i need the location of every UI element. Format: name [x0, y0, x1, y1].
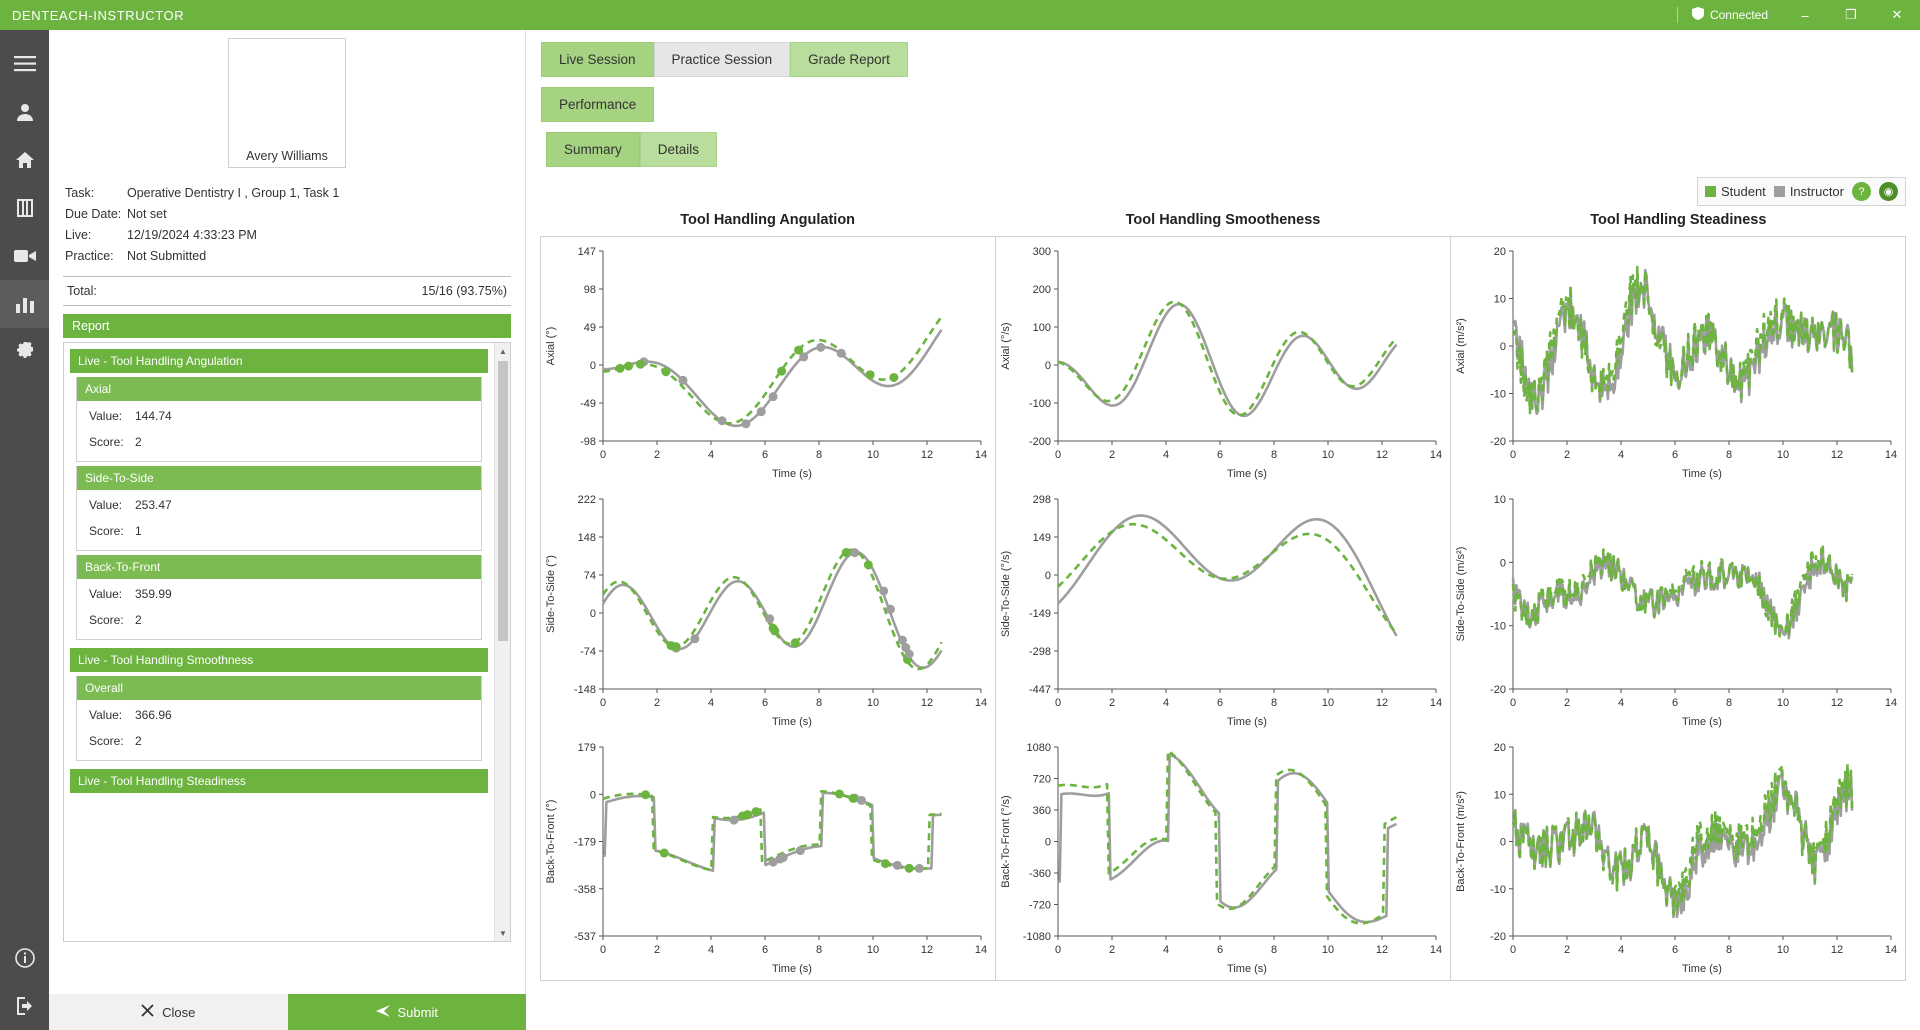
legend-student-label: Student: [1720, 184, 1766, 199]
svg-text:6: 6: [761, 944, 769, 956]
report-body: [63, 342, 511, 942]
svg-text:10: 10: [1776, 697, 1790, 709]
svg-text:2: 2: [1563, 944, 1571, 956]
svg-text:Time (s): Time (s): [1227, 468, 1267, 480]
svg-text:300: 300: [1032, 246, 1051, 258]
student-panel: [49, 30, 526, 1030]
svg-text:6: 6: [761, 449, 769, 461]
chart-plot: [996, 485, 1450, 733]
chart-plot: [541, 485, 995, 733]
legend-instructor-label: Instructor: [1789, 184, 1844, 199]
svg-text:-100: -100: [1028, 398, 1051, 410]
svg-text:-10: -10: [1490, 388, 1506, 401]
svg-text:Axial (°/s): Axial (°/s): [1000, 322, 1012, 370]
svg-text:4: 4: [1617, 697, 1625, 709]
svg-text:-200: -200: [1028, 436, 1051, 448]
report-section-title: Live - Tool Handling Smoothness: [70, 648, 488, 672]
maximize-button[interactable]: ❐: [1845, 7, 1857, 22]
scroll-down-icon[interactable]: ▼: [495, 925, 511, 941]
svg-text:8: 8: [815, 449, 823, 461]
svg-text:12: 12: [1830, 697, 1844, 709]
svg-text:4: 4: [1162, 944, 1170, 956]
main-content: [526, 30, 1920, 1030]
secondary-tabs: [526, 77, 1920, 122]
scrollbar-thumb[interactable]: [498, 361, 508, 641]
svg-text:-49: -49: [580, 398, 596, 410]
student-color-swatch: [1705, 186, 1716, 197]
chart-title-angulation: Tool Handling Angulation: [680, 212, 856, 228]
total-value: 15/16 (93.75%): [421, 284, 507, 298]
svg-text:14: 14: [974, 449, 988, 461]
svg-text:298: 298: [1032, 494, 1051, 506]
svg-text:0: 0: [1509, 449, 1517, 461]
due-date-value: Not set: [127, 206, 167, 221]
close-button-footer[interactable]: [49, 994, 288, 1030]
svg-text:4: 4: [1617, 449, 1625, 461]
chart-plot: [541, 237, 995, 485]
charts-area: [540, 208, 1906, 1008]
svg-text:0: 0: [1509, 944, 1517, 956]
tab-live-session[interactable]: Live Session: [541, 42, 654, 77]
svg-text:14: 14: [1884, 449, 1898, 461]
svg-text:-537: -537: [573, 931, 596, 943]
svg-text:0: 0: [1499, 836, 1506, 849]
svg-text:148: 148: [577, 532, 596, 544]
report-subsection: [76, 555, 482, 640]
value-row: [77, 702, 481, 728]
report-section-title: Live - Tool Handling Steadiness: [70, 769, 488, 793]
svg-text:14: 14: [974, 944, 988, 956]
svg-text:-74: -74: [580, 646, 596, 658]
svg-text:100: 100: [1032, 322, 1051, 334]
svg-text:8: 8: [1270, 449, 1278, 461]
chart-plot: [996, 733, 1450, 980]
svg-text:10: 10: [866, 449, 880, 461]
chart-cell: [541, 733, 995, 980]
task-label: Task:: [65, 185, 95, 200]
svg-text:12: 12: [1830, 449, 1844, 461]
due-date-label: Due Date:: [65, 206, 122, 221]
svg-text:12: 12: [920, 944, 934, 956]
shield-icon: [1692, 7, 1704, 23]
svg-text:10: 10: [1321, 449, 1335, 461]
report-section: [70, 648, 488, 761]
svg-text:98: 98: [583, 284, 596, 296]
svg-text:Back-To-Front (m/s²): Back-To-Front (m/s²): [1455, 791, 1467, 892]
svg-text:8: 8: [1725, 944, 1733, 956]
svg-text:2: 2: [1563, 449, 1571, 461]
svg-text:0: 0: [589, 360, 596, 372]
svg-text:Side-To-Side (m/s²): Side-To-Side (m/s²): [1455, 546, 1467, 642]
svg-text:0: 0: [599, 697, 607, 709]
svg-text:10: 10: [1776, 449, 1790, 461]
svg-text:-179: -179: [573, 836, 596, 849]
value-label: Value:: [89, 587, 123, 601]
svg-text:6: 6: [1671, 697, 1679, 709]
camera-icon[interactable]: ◉: [1879, 182, 1898, 201]
score-number: 1: [135, 524, 142, 538]
svg-text:74: 74: [583, 570, 596, 582]
svg-text:14: 14: [1884, 944, 1898, 956]
svg-text:Time (s): Time (s): [772, 716, 812, 728]
home-icon[interactable]: [0, 136, 49, 184]
svg-text:-1080: -1080: [1022, 931, 1051, 943]
tertiary-tabs: [526, 122, 1920, 167]
value-label: Value:: [89, 498, 123, 512]
value-number: 359.99: [135, 587, 172, 601]
score-number: 2: [135, 613, 142, 627]
report-subsection-body: [77, 700, 481, 760]
svg-text:6: 6: [1671, 449, 1679, 461]
svg-text:10: 10: [1321, 944, 1335, 956]
svg-text:Axial (°): Axial (°): [545, 326, 557, 366]
avatar: [228, 38, 346, 168]
svg-text:Time (s): Time (s): [1682, 468, 1722, 480]
score-row: [77, 728, 481, 754]
svg-text:0: 0: [589, 789, 596, 802]
svg-text:2: 2: [1108, 449, 1116, 461]
chart-title-steadiness: Tool Handling Steadiness: [1590, 212, 1767, 228]
close-icon: [141, 1004, 154, 1020]
menu-icon[interactable]: [0, 40, 49, 88]
svg-text:10: 10: [866, 697, 880, 709]
app-title: DENTEACH-INSTRUCTOR: [12, 7, 185, 23]
svg-text:2: 2: [653, 449, 661, 461]
scroll-up-icon[interactable]: ▲: [495, 343, 511, 359]
chart-plot: [541, 733, 995, 980]
chart-plot: [996, 237, 1450, 485]
svg-text:720: 720: [1032, 773, 1051, 786]
svg-text:2: 2: [653, 697, 661, 709]
svg-text:4: 4: [707, 449, 715, 461]
score-label: Score:: [89, 613, 124, 627]
report-subsection: [76, 466, 482, 551]
close-button[interactable]: ✕: [1891, 7, 1903, 22]
connection-status-label: Connected: [1709, 8, 1768, 22]
student-name: Avery Williams: [246, 149, 328, 163]
svg-text:200: 200: [1032, 284, 1051, 296]
svg-text:149: 149: [1032, 532, 1051, 544]
svg-text:12: 12: [920, 449, 934, 461]
svg-text:-20: -20: [1490, 684, 1506, 696]
score-number: 2: [135, 435, 142, 449]
tab-practice-session[interactable]: Practice Session: [654, 42, 791, 77]
svg-text:6: 6: [1671, 944, 1679, 956]
svg-text:8: 8: [1270, 697, 1278, 709]
report-subsection-body: [77, 490, 481, 550]
value-row: [77, 492, 481, 518]
svg-text:Time (s): Time (s): [772, 963, 812, 975]
value-label: Value:: [89, 708, 123, 722]
svg-text:4: 4: [707, 944, 715, 956]
chart-plot: [1451, 485, 1905, 733]
svg-text:4: 4: [1617, 944, 1625, 956]
chart-plot: [1451, 733, 1905, 980]
report-header: Report: [63, 314, 511, 338]
task-value: Operative Dentistry I , Group 1, Task 1: [127, 185, 340, 200]
report-section-title: Live - Tool Handling Angulation: [70, 349, 488, 373]
svg-text:2: 2: [1563, 697, 1571, 709]
title-bar: [0, 0, 1920, 30]
svg-text:Time (s): Time (s): [1682, 963, 1722, 975]
info-icon[interactable]: [0, 934, 49, 982]
practice-value: Not Submitted: [127, 248, 207, 263]
chart-column-angulation: [541, 237, 996, 980]
svg-text:0: 0: [1054, 697, 1062, 709]
help-icon[interactable]: ?: [1852, 182, 1871, 201]
svg-text:0: 0: [599, 944, 607, 956]
svg-text:10: 10: [1776, 944, 1790, 956]
score-label: Score:: [89, 524, 124, 538]
chart-cell: [1451, 733, 1905, 980]
chart-cell: [1451, 237, 1905, 485]
svg-text:-447: -447: [1028, 684, 1051, 696]
svg-text:-20: -20: [1490, 436, 1506, 448]
tab-performance[interactable]: Performance: [541, 87, 654, 122]
svg-text:147: 147: [577, 246, 596, 258]
value-number: 253.47: [135, 498, 172, 512]
svg-text:0: 0: [1499, 341, 1506, 353]
svg-text:0: 0: [1054, 449, 1062, 461]
svg-text:360: 360: [1032, 805, 1051, 817]
tab-grade-report[interactable]: Grade Report: [790, 42, 908, 77]
svg-text:14: 14: [1429, 449, 1443, 461]
svg-text:222: 222: [577, 494, 596, 506]
svg-text:10: 10: [1493, 293, 1506, 306]
svg-text:6: 6: [1216, 944, 1224, 956]
value-number: 144.74: [135, 409, 172, 423]
report-section: [70, 769, 488, 793]
chart-cell: [996, 237, 1450, 485]
close-button-label: Close: [162, 1004, 196, 1020]
connection-status: [1677, 7, 1782, 23]
report-subsection-body: [77, 579, 481, 639]
info-row-due-date: [65, 203, 509, 224]
score-row: [77, 607, 481, 633]
student-info: [49, 182, 525, 266]
svg-text:8: 8: [815, 697, 823, 709]
svg-text:Axial (m/s²): Axial (m/s²): [1455, 318, 1467, 374]
svg-text:-358: -358: [573, 883, 596, 896]
total-label: Total:: [67, 284, 97, 298]
chart-cell: [541, 485, 995, 733]
svg-text:Time (s): Time (s): [1227, 716, 1267, 728]
svg-text:6: 6: [761, 697, 769, 709]
report-subsection-title: Back-To-Front: [77, 555, 481, 579]
svg-text:4: 4: [1162, 449, 1170, 461]
value-number: 366.96: [135, 708, 172, 722]
svg-text:12: 12: [1830, 944, 1844, 956]
value-row: [77, 403, 481, 429]
svg-text:8: 8: [1725, 449, 1733, 461]
send-icon: [376, 1005, 390, 1020]
primary-tabs: [526, 30, 1920, 77]
live-value: 12/19/2024 4:33:23 PM: [127, 227, 257, 242]
report-scroll-content: [64, 343, 494, 941]
score-row: [77, 518, 481, 544]
report-subsection-title: Overall: [77, 676, 481, 700]
chart-column-smoothness: [996, 237, 1451, 980]
chart-column-steadiness: [1451, 237, 1905, 980]
legend-bar: [1697, 177, 1906, 206]
svg-text:0: 0: [589, 608, 596, 620]
svg-text:2: 2: [1108, 697, 1116, 709]
svg-text:8: 8: [815, 944, 823, 956]
chart-title-smoothness: Tool Handling Smootheness: [1125, 212, 1321, 228]
svg-text:4: 4: [707, 697, 715, 709]
score-number: 2: [135, 734, 142, 748]
video-icon[interactable]: [0, 232, 49, 280]
svg-text:10: 10: [1493, 494, 1506, 506]
submit-button[interactable]: [288, 994, 527, 1030]
svg-text:-720: -720: [1028, 899, 1051, 912]
svg-text:Time (s): Time (s): [1682, 716, 1722, 728]
practice-label: Practice:: [65, 248, 114, 263]
svg-text:-149: -149: [1028, 608, 1051, 620]
legend-student: [1705, 184, 1766, 199]
chart-cell: [541, 237, 995, 485]
svg-text:12: 12: [1375, 697, 1389, 709]
svg-text:14: 14: [974, 697, 988, 709]
report-subsection-title: Side-To-Side: [77, 466, 481, 490]
value-row: [77, 581, 481, 607]
logout-icon[interactable]: [0, 982, 49, 1030]
svg-text:12: 12: [1375, 944, 1389, 956]
svg-text:179: 179: [577, 742, 596, 754]
svg-text:6: 6: [1216, 449, 1224, 461]
chart-plot: [1451, 237, 1905, 485]
svg-text:Side-To-Side (°): Side-To-Side (°): [545, 555, 557, 633]
svg-text:14: 14: [1884, 697, 1898, 709]
chart-cell: [1451, 485, 1905, 733]
score-label: Score:: [89, 734, 124, 748]
svg-text:-20: -20: [1490, 931, 1506, 943]
tab-summary[interactable]: Summary: [546, 132, 640, 167]
svg-text:8: 8: [1725, 697, 1733, 709]
info-row-task: [65, 182, 509, 203]
svg-text:49: 49: [583, 322, 596, 334]
chart-grid: [540, 236, 1906, 981]
svg-text:10: 10: [1321, 697, 1335, 709]
svg-text:1080: 1080: [1026, 742, 1051, 754]
svg-text:-10: -10: [1490, 883, 1506, 896]
svg-text:0: 0: [599, 449, 607, 461]
svg-text:Back-To-Front (°/s): Back-To-Front (°/s): [1000, 795, 1012, 888]
svg-text:0: 0: [1044, 570, 1051, 582]
svg-text:-360: -360: [1028, 868, 1051, 880]
info-row-live: [65, 224, 509, 245]
svg-text:12: 12: [1375, 449, 1389, 461]
report-subsection: [76, 377, 482, 462]
report-subsection: [76, 676, 482, 761]
report-section: [70, 349, 488, 640]
svg-text:0: 0: [1499, 557, 1506, 570]
sidebar-rail: [0, 30, 49, 1030]
report-scrollbar[interactable]: [494, 343, 510, 941]
svg-text:0: 0: [1044, 836, 1051, 849]
total-row: [63, 276, 511, 306]
value-label: Value:: [89, 409, 123, 423]
svg-text:20: 20: [1493, 742, 1506, 754]
title-bar-right: [1677, 0, 1920, 30]
svg-text:-148: -148: [573, 684, 596, 696]
svg-text:-98: -98: [580, 436, 596, 448]
svg-text:0: 0: [1509, 697, 1517, 709]
svg-text:2: 2: [653, 944, 661, 956]
legend-instructor: [1774, 184, 1844, 199]
svg-text:10: 10: [866, 944, 880, 956]
score-label: Score:: [89, 435, 124, 449]
instructor-color-swatch: [1774, 186, 1785, 197]
user-icon[interactable]: [0, 88, 49, 136]
chart-column-titles: [540, 208, 1906, 236]
tab-details[interactable]: Details: [640, 132, 717, 167]
svg-text:Time (s): Time (s): [1227, 963, 1267, 975]
svg-text:4: 4: [1162, 697, 1170, 709]
svg-text:6: 6: [1216, 697, 1224, 709]
chart-icon[interactable]: [0, 280, 49, 328]
svg-text:14: 14: [1429, 944, 1443, 956]
chart-cell: [996, 485, 1450, 733]
svg-text:10: 10: [1493, 789, 1506, 802]
svg-text:Side-To-Side (°/s): Side-To-Side (°/s): [1000, 550, 1012, 638]
info-row-practice: [65, 245, 509, 266]
svg-text:12: 12: [920, 697, 934, 709]
svg-text:-298: -298: [1028, 646, 1051, 658]
submit-button-label: Submit: [397, 1004, 438, 1020]
chart-cell: [996, 733, 1450, 980]
svg-text:Back-To-Front (°): Back-To-Front (°): [545, 799, 557, 884]
svg-text:8: 8: [1270, 944, 1278, 956]
live-label: Live:: [65, 227, 92, 242]
minimize-button[interactable]: –: [1801, 7, 1809, 23]
report-subsection-title: Axial: [77, 377, 481, 401]
book-icon[interactable]: [0, 184, 49, 232]
svg-text:14: 14: [1429, 697, 1443, 709]
report-subsection-body: [77, 401, 481, 461]
svg-text:0: 0: [1044, 360, 1051, 372]
svg-text:0: 0: [1054, 944, 1062, 956]
panel-footer: [49, 994, 526, 1030]
svg-text:Time (s): Time (s): [772, 468, 812, 480]
svg-text:20: 20: [1493, 246, 1506, 258]
svg-text:-10: -10: [1490, 620, 1506, 633]
gear-icon[interactable]: [0, 328, 49, 376]
svg-text:2: 2: [1108, 944, 1116, 956]
score-row: [77, 429, 481, 455]
